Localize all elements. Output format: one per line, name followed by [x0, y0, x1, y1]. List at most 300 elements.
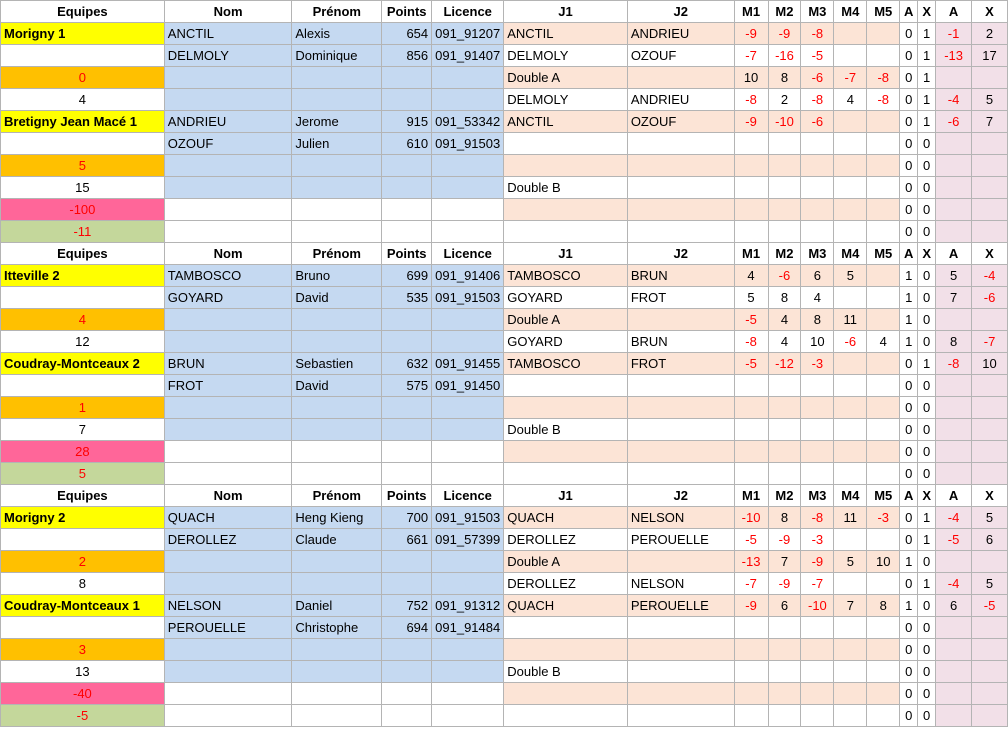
player-nom[interactable]: TAMBOSCO: [164, 265, 292, 287]
player-licence[interactable]: [432, 177, 504, 199]
score-x[interactable]: 7: [972, 111, 1008, 133]
match-j1[interactable]: [504, 639, 628, 661]
set-m4[interactable]: [834, 375, 867, 397]
player-nom[interactable]: [164, 551, 292, 573]
set-m1[interactable]: [734, 617, 768, 639]
set-m3[interactable]: -8: [801, 23, 834, 45]
team2-total[interactable]: 7: [1, 419, 165, 441]
player-nom[interactable]: ANDRIEU: [164, 111, 292, 133]
blank-cell[interactable]: [1, 133, 165, 155]
set-m2[interactable]: 2: [768, 89, 801, 111]
set-a[interactable]: 0: [900, 221, 918, 243]
score-x[interactable]: [972, 221, 1008, 243]
set-m1[interactable]: -7: [734, 45, 768, 67]
team2-total[interactable]: 15: [1, 177, 165, 199]
blank-cell[interactable]: [1, 45, 165, 67]
match-j2[interactable]: OZOUF: [627, 111, 734, 133]
match-j1[interactable]: TAMBOSCO: [504, 265, 628, 287]
score-a[interactable]: [936, 375, 972, 397]
player-prenom[interactable]: [292, 221, 382, 243]
player-nom[interactable]: DELMOLY: [164, 45, 292, 67]
set-x[interactable]: 1: [918, 67, 936, 89]
match-j1[interactable]: GOYARD: [504, 331, 628, 353]
player-nom[interactable]: [164, 683, 292, 705]
player-points[interactable]: [382, 331, 432, 353]
set-m3[interactable]: [801, 705, 834, 727]
player-licence[interactable]: 091_57399: [432, 529, 504, 551]
set-m4[interactable]: [834, 617, 867, 639]
player-nom[interactable]: [164, 67, 292, 89]
set-m1[interactable]: [734, 419, 768, 441]
score-x[interactable]: 5: [972, 507, 1008, 529]
set-m2[interactable]: 6: [768, 595, 801, 617]
match-j2[interactable]: [627, 199, 734, 221]
team1-total[interactable]: 4: [1, 89, 165, 111]
set-m2[interactable]: 8: [768, 507, 801, 529]
score-a[interactable]: -4: [936, 573, 972, 595]
match-j1[interactable]: [504, 441, 628, 463]
blank-cell[interactable]: [1, 617, 165, 639]
player-nom[interactable]: OZOUF: [164, 133, 292, 155]
match-j1[interactable]: [504, 199, 628, 221]
player-prenom[interactable]: [292, 551, 382, 573]
score-x[interactable]: 17: [972, 45, 1008, 67]
set-m4[interactable]: [834, 177, 867, 199]
set-a[interactable]: 0: [900, 661, 918, 683]
set-m4[interactable]: 7: [834, 595, 867, 617]
score-a[interactable]: 8: [936, 331, 972, 353]
match-j1[interactable]: [504, 155, 628, 177]
set-m1[interactable]: [734, 397, 768, 419]
set-m1[interactable]: -9: [734, 23, 768, 45]
set-m4[interactable]: [834, 133, 867, 155]
score-a[interactable]: [936, 617, 972, 639]
match-j1[interactable]: ANCTIL: [504, 111, 628, 133]
set-m2[interactable]: [768, 199, 801, 221]
set-m1[interactable]: -9: [734, 595, 768, 617]
team1-total[interactable]: 12: [1, 331, 165, 353]
score-a[interactable]: 7: [936, 287, 972, 309]
set-m2[interactable]: [768, 221, 801, 243]
team2-name[interactable]: Coudray-Montceaux 2: [1, 353, 165, 375]
set-m1[interactable]: -5: [734, 529, 768, 551]
set-m5[interactable]: [867, 705, 900, 727]
score-x[interactable]: [972, 705, 1008, 727]
set-a[interactable]: 0: [900, 463, 918, 485]
set-m2[interactable]: [768, 133, 801, 155]
set-m1[interactable]: [734, 441, 768, 463]
player-licence[interactable]: [432, 331, 504, 353]
points-diff[interactable]: -40: [1, 683, 165, 705]
set-m4[interactable]: -7: [834, 67, 867, 89]
match-j1[interactable]: Double A: [504, 67, 628, 89]
score-x[interactable]: [972, 375, 1008, 397]
set-m2[interactable]: [768, 617, 801, 639]
player-points[interactable]: [382, 397, 432, 419]
player-prenom[interactable]: [292, 683, 382, 705]
set-m2[interactable]: [768, 705, 801, 727]
player-points[interactable]: [382, 309, 432, 331]
player-nom[interactable]: [164, 89, 292, 111]
player-nom[interactable]: [164, 639, 292, 661]
player-points[interactable]: 700: [382, 507, 432, 529]
team1-score[interactable]: 0: [1, 67, 165, 89]
set-m5[interactable]: [867, 529, 900, 551]
match-j2[interactable]: [627, 551, 734, 573]
player-points[interactable]: 856: [382, 45, 432, 67]
team1-name[interactable]: Itteville 2: [1, 265, 165, 287]
set-a[interactable]: 0: [900, 67, 918, 89]
set-m1[interactable]: [734, 199, 768, 221]
player-nom[interactable]: QUACH: [164, 507, 292, 529]
player-nom[interactable]: [164, 331, 292, 353]
set-m1[interactable]: -5: [734, 309, 768, 331]
set-m4[interactable]: 5: [834, 551, 867, 573]
player-prenom[interactable]: [292, 397, 382, 419]
set-a[interactable]: 0: [900, 155, 918, 177]
match-j2[interactable]: [627, 397, 734, 419]
match-j1[interactable]: [504, 133, 628, 155]
set-m4[interactable]: [834, 221, 867, 243]
score-x[interactable]: -4: [972, 265, 1008, 287]
score-x[interactable]: 5: [972, 89, 1008, 111]
match-j1[interactable]: [504, 221, 628, 243]
player-points[interactable]: 699: [382, 265, 432, 287]
set-m1[interactable]: [734, 661, 768, 683]
player-points[interactable]: [382, 199, 432, 221]
team2-score[interactable]: 5: [1, 155, 165, 177]
score-a[interactable]: [936, 155, 972, 177]
points-diff[interactable]: 28: [1, 441, 165, 463]
set-x[interactable]: 0: [918, 375, 936, 397]
team2-name[interactable]: Bretigny Jean Macé 1: [1, 111, 165, 133]
set-m5[interactable]: [867, 221, 900, 243]
player-nom[interactable]: NELSON: [164, 595, 292, 617]
set-m2[interactable]: 8: [768, 67, 801, 89]
set-m3[interactable]: [801, 375, 834, 397]
score-x[interactable]: [972, 683, 1008, 705]
player-points[interactable]: [382, 661, 432, 683]
match-j1[interactable]: Double B: [504, 661, 628, 683]
set-m2[interactable]: [768, 419, 801, 441]
set-m1[interactable]: [734, 155, 768, 177]
player-points[interactable]: [382, 155, 432, 177]
set-m4[interactable]: 4: [834, 89, 867, 111]
team2-score[interactable]: 1: [1, 397, 165, 419]
player-licence[interactable]: 091_91450: [432, 375, 504, 397]
score-a[interactable]: [936, 683, 972, 705]
set-m1[interactable]: [734, 375, 768, 397]
player-points[interactable]: 752: [382, 595, 432, 617]
set-m1[interactable]: -8: [734, 89, 768, 111]
set-m5[interactable]: [867, 133, 900, 155]
score-a[interactable]: -4: [936, 89, 972, 111]
player-points[interactable]: 610: [382, 133, 432, 155]
set-m1[interactable]: [734, 463, 768, 485]
set-m4[interactable]: [834, 529, 867, 551]
score-a[interactable]: [936, 463, 972, 485]
set-m3[interactable]: [801, 133, 834, 155]
set-m4[interactable]: [834, 45, 867, 67]
set-m3[interactable]: [801, 441, 834, 463]
set-m5[interactable]: 4: [867, 331, 900, 353]
team2-name[interactable]: Coudray-Montceaux 1: [1, 595, 165, 617]
player-nom[interactable]: [164, 155, 292, 177]
score-x[interactable]: [972, 551, 1008, 573]
team1-name[interactable]: Morigny 1: [1, 23, 165, 45]
match-j2[interactable]: [627, 155, 734, 177]
player-points[interactable]: 915: [382, 111, 432, 133]
player-prenom[interactable]: David: [292, 287, 382, 309]
score-x[interactable]: [972, 155, 1008, 177]
set-a[interactable]: 0: [900, 353, 918, 375]
set-a[interactable]: 1: [900, 595, 918, 617]
score-a[interactable]: -13: [936, 45, 972, 67]
set-m2[interactable]: -12: [768, 353, 801, 375]
set-m1[interactable]: 4: [734, 265, 768, 287]
score-a[interactable]: [936, 177, 972, 199]
set-m1[interactable]: [734, 177, 768, 199]
player-licence[interactable]: [432, 463, 504, 485]
set-m3[interactable]: 8: [801, 309, 834, 331]
set-a[interactable]: 0: [900, 45, 918, 67]
player-nom[interactable]: [164, 463, 292, 485]
player-nom[interactable]: [164, 419, 292, 441]
player-licence[interactable]: [432, 67, 504, 89]
set-m3[interactable]: -6: [801, 111, 834, 133]
player-prenom[interactable]: [292, 573, 382, 595]
score-a[interactable]: [936, 133, 972, 155]
score-a[interactable]: [936, 419, 972, 441]
set-m4[interactable]: [834, 639, 867, 661]
blank-cell[interactable]: [1, 529, 165, 551]
set-m4[interactable]: [834, 683, 867, 705]
set-a[interactable]: 1: [900, 331, 918, 353]
set-x[interactable]: 1: [918, 111, 936, 133]
set-m5[interactable]: [867, 463, 900, 485]
set-a[interactable]: 0: [900, 507, 918, 529]
player-prenom[interactable]: Julien: [292, 133, 382, 155]
set-m5[interactable]: [867, 573, 900, 595]
score-x[interactable]: [972, 309, 1008, 331]
player-points[interactable]: [382, 639, 432, 661]
set-m2[interactable]: [768, 177, 801, 199]
match-j2[interactable]: ANDRIEU: [627, 89, 734, 111]
player-prenom[interactable]: Christophe: [292, 617, 382, 639]
match-j1[interactable]: DEROLLEZ: [504, 529, 628, 551]
player-prenom[interactable]: Claude: [292, 529, 382, 551]
score-x[interactable]: [972, 661, 1008, 683]
set-m4[interactable]: [834, 463, 867, 485]
sets-diff[interactable]: 5: [1, 463, 165, 485]
set-m3[interactable]: [801, 221, 834, 243]
set-x[interactable]: 0: [918, 133, 936, 155]
match-j1[interactable]: QUACH: [504, 595, 628, 617]
score-a[interactable]: -6: [936, 111, 972, 133]
set-m4[interactable]: [834, 661, 867, 683]
set-m5[interactable]: -8: [867, 67, 900, 89]
player-points[interactable]: [382, 89, 432, 111]
set-m3[interactable]: -7: [801, 573, 834, 595]
player-prenom[interactable]: Bruno: [292, 265, 382, 287]
set-m2[interactable]: [768, 441, 801, 463]
player-points[interactable]: 535: [382, 287, 432, 309]
set-m4[interactable]: 11: [834, 309, 867, 331]
player-licence[interactable]: 091_91484: [432, 617, 504, 639]
match-j1[interactable]: DELMOLY: [504, 45, 628, 67]
set-m3[interactable]: [801, 397, 834, 419]
player-licence[interactable]: [432, 573, 504, 595]
score-a[interactable]: [936, 199, 972, 221]
score-a[interactable]: [936, 661, 972, 683]
set-m3[interactable]: -3: [801, 353, 834, 375]
player-nom[interactable]: FROT: [164, 375, 292, 397]
set-m5[interactable]: [867, 617, 900, 639]
set-m1[interactable]: -13: [734, 551, 768, 573]
set-m3[interactable]: -9: [801, 551, 834, 573]
player-licence[interactable]: 091_91406: [432, 265, 504, 287]
set-m2[interactable]: 7: [768, 551, 801, 573]
set-a[interactable]: 0: [900, 617, 918, 639]
team1-score[interactable]: 2: [1, 551, 165, 573]
player-nom[interactable]: [164, 199, 292, 221]
set-m2[interactable]: [768, 639, 801, 661]
set-m5[interactable]: [867, 45, 900, 67]
player-nom[interactable]: [164, 177, 292, 199]
set-x[interactable]: 0: [918, 441, 936, 463]
set-x[interactable]: 0: [918, 155, 936, 177]
player-points[interactable]: [382, 441, 432, 463]
player-licence[interactable]: [432, 419, 504, 441]
score-x[interactable]: [972, 199, 1008, 221]
match-j1[interactable]: Double A: [504, 309, 628, 331]
score-a[interactable]: [936, 441, 972, 463]
score-a[interactable]: [936, 639, 972, 661]
match-j2[interactable]: [627, 375, 734, 397]
player-prenom[interactable]: Alexis: [292, 23, 382, 45]
set-m3[interactable]: [801, 639, 834, 661]
set-m5[interactable]: -8: [867, 89, 900, 111]
player-points[interactable]: 661: [382, 529, 432, 551]
player-nom[interactable]: [164, 441, 292, 463]
set-m1[interactable]: -8: [734, 331, 768, 353]
match-j2[interactable]: [627, 463, 734, 485]
set-m3[interactable]: [801, 683, 834, 705]
set-m1[interactable]: [734, 683, 768, 705]
set-m2[interactable]: -10: [768, 111, 801, 133]
set-m4[interactable]: [834, 419, 867, 441]
set-x[interactable]: 0: [918, 177, 936, 199]
match-j2[interactable]: PEROUELLE: [627, 595, 734, 617]
set-a[interactable]: 1: [900, 309, 918, 331]
player-prenom[interactable]: Sebastien: [292, 353, 382, 375]
player-nom[interactable]: [164, 397, 292, 419]
set-m5[interactable]: [867, 419, 900, 441]
player-licence[interactable]: 091_91455: [432, 353, 504, 375]
set-m4[interactable]: [834, 397, 867, 419]
score-x[interactable]: -5: [972, 595, 1008, 617]
set-a[interactable]: 0: [900, 529, 918, 551]
match-j2[interactable]: [627, 683, 734, 705]
set-m5[interactable]: [867, 683, 900, 705]
player-prenom[interactable]: Daniel: [292, 595, 382, 617]
match-j2[interactable]: PEROUELLE: [627, 529, 734, 551]
score-a[interactable]: -1: [936, 23, 972, 45]
set-m3[interactable]: -6: [801, 67, 834, 89]
player-points[interactable]: [382, 683, 432, 705]
set-m5[interactable]: [867, 111, 900, 133]
player-licence[interactable]: 091_91312: [432, 595, 504, 617]
set-m4[interactable]: [834, 199, 867, 221]
player-licence[interactable]: [432, 155, 504, 177]
player-prenom[interactable]: [292, 639, 382, 661]
set-m2[interactable]: 4: [768, 331, 801, 353]
set-x[interactable]: 0: [918, 221, 936, 243]
set-m4[interactable]: [834, 441, 867, 463]
player-licence[interactable]: 091_91207: [432, 23, 504, 45]
match-j1[interactable]: Double B: [504, 177, 628, 199]
score-x[interactable]: [972, 463, 1008, 485]
set-m5[interactable]: [867, 309, 900, 331]
blank-cell[interactable]: [1, 287, 165, 309]
match-j2[interactable]: FROT: [627, 353, 734, 375]
set-m1[interactable]: [734, 221, 768, 243]
points-diff[interactable]: -100: [1, 199, 165, 221]
player-licence[interactable]: [432, 89, 504, 111]
player-points[interactable]: 654: [382, 23, 432, 45]
player-nom[interactable]: [164, 309, 292, 331]
player-licence[interactable]: [432, 705, 504, 727]
set-a[interactable]: 0: [900, 89, 918, 111]
set-x[interactable]: 0: [918, 551, 936, 573]
player-nom[interactable]: GOYARD: [164, 287, 292, 309]
score-a[interactable]: [936, 67, 972, 89]
match-j2[interactable]: [627, 617, 734, 639]
set-x[interactable]: 0: [918, 639, 936, 661]
set-m5[interactable]: [867, 23, 900, 45]
score-x[interactable]: [972, 67, 1008, 89]
score-x[interactable]: [972, 177, 1008, 199]
player-points[interactable]: [382, 463, 432, 485]
set-x[interactable]: 1: [918, 353, 936, 375]
match-j1[interactable]: ANCTIL: [504, 23, 628, 45]
set-x[interactable]: 0: [918, 617, 936, 639]
player-points[interactable]: [382, 419, 432, 441]
score-x[interactable]: 2: [972, 23, 1008, 45]
player-prenom[interactable]: [292, 155, 382, 177]
set-m3[interactable]: [801, 155, 834, 177]
team1-score[interactable]: 4: [1, 309, 165, 331]
score-a[interactable]: [936, 397, 972, 419]
set-m1[interactable]: 5: [734, 287, 768, 309]
player-prenom[interactable]: Dominique: [292, 45, 382, 67]
score-a[interactable]: [936, 705, 972, 727]
score-x[interactable]: 5: [972, 573, 1008, 595]
match-j2[interactable]: [627, 133, 734, 155]
set-x[interactable]: 0: [918, 661, 936, 683]
set-x[interactable]: 0: [918, 199, 936, 221]
score-x[interactable]: 10: [972, 353, 1008, 375]
set-m1[interactable]: [734, 705, 768, 727]
player-prenom[interactable]: [292, 199, 382, 221]
set-x[interactable]: 1: [918, 23, 936, 45]
set-m4[interactable]: [834, 287, 867, 309]
set-m3[interactable]: -8: [801, 89, 834, 111]
set-m5[interactable]: 10: [867, 551, 900, 573]
score-a[interactable]: 6: [936, 595, 972, 617]
set-m1[interactable]: -5: [734, 353, 768, 375]
set-a[interactable]: 0: [900, 375, 918, 397]
